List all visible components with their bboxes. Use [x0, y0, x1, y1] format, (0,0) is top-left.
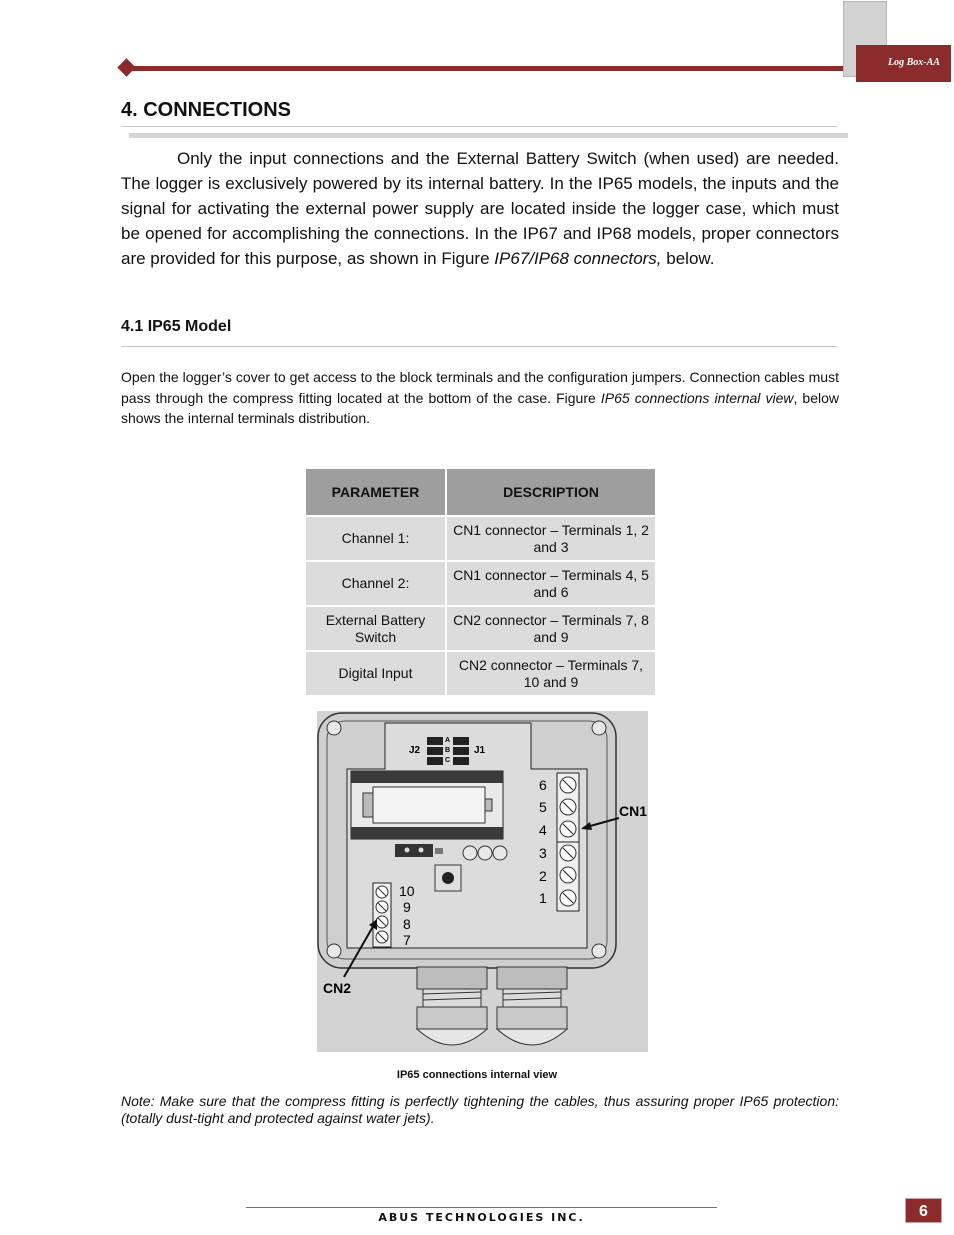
svg-text:10: 10	[399, 883, 415, 899]
screw-icon	[592, 944, 606, 958]
header-rule	[125, 66, 847, 71]
svg-text:4: 4	[539, 822, 547, 838]
section-shadow-rule	[129, 133, 848, 138]
cable-gland-left	[417, 967, 487, 1045]
intro-paragraph: Only the input connections and the External Battery Switch (when used) are needed. The logger is exclusively powered by its internal battery. In the IP65 models, the inputs and the signal for activating the external power supply are located inside the logger case, which must be opened for accomplishing the connections. In the IP67 and IP68 models, proper connectors are provided for this purpose, as shown in Figure IP67/IP68 connectors, below.	[121, 149, 839, 268]
table-cell: Channel 2:	[305, 561, 446, 606]
figure-reference: IP65 connections internal view	[600, 389, 794, 406]
svg-text:C: C	[445, 757, 451, 764]
table-header: PARAMETER	[305, 468, 446, 516]
figure-caption: IP65 connections internal view	[396, 1069, 558, 1081]
svg-text:CN1: CN1	[619, 803, 648, 819]
note-paragraph: Note: Make sure that the compress fitting is perfectly tightening the cables, thus assuring proper IP65 protection: (totally dust-tight and protected against water jets).	[121, 1093, 839, 1126]
svg-text:A: A	[445, 737, 451, 744]
table-row	[305, 516, 656, 561]
cable-gland-right	[497, 967, 567, 1045]
svg-text:6: 6	[539, 777, 547, 793]
svg-text:J2: J2	[409, 745, 421, 756]
screw-icon	[592, 721, 606, 735]
table-cell: Digital Input	[305, 651, 446, 696]
header-label-box	[856, 45, 951, 82]
ip65-internal-view-figure	[317, 711, 648, 1052]
screw-icon	[327, 944, 341, 958]
table-row	[305, 561, 656, 606]
table-cell: Channel 1:	[305, 516, 446, 561]
svg-text:2: 2	[539, 868, 547, 884]
table-cell: CN2 connector – Terminals 7, 10 and 9	[446, 651, 656, 696]
svg-text:J1: J1	[474, 745, 486, 756]
svg-text:7: 7	[403, 932, 411, 948]
svg-text:3: 3	[539, 845, 547, 861]
table-header: DESCRIPTION	[446, 468, 656, 516]
subsection-title: 4.1 IP65 Model	[121, 318, 232, 335]
table-cell: CN1 connector – Terminals 4, 5 and 6	[446, 561, 656, 606]
table-header-row	[305, 468, 656, 516]
svg-text:5: 5	[539, 799, 547, 815]
section-rule	[121, 126, 837, 127]
figure-reference: IP67/IP68 connectors,	[494, 249, 662, 268]
table-cell: CN2 connector – Terminals 7, 8 and 9	[446, 606, 656, 651]
page-number: 6	[905, 1198, 942, 1223]
svg-text:B: B	[445, 747, 451, 754]
header-label: Log Box-AA	[888, 57, 940, 68]
footer-rule	[246, 1207, 717, 1208]
footer-company: ABUS TECHNOLOGIES INC.	[378, 1211, 585, 1224]
table-cell: CN1 connector – Terminals 1, 2 and 3	[446, 516, 656, 561]
table-row	[305, 606, 656, 651]
parameters-table	[304, 467, 657, 697]
subsection-rule	[121, 346, 837, 347]
svg-text:9: 9	[403, 899, 411, 915]
screw-icon	[327, 721, 341, 735]
svg-text:CN2: CN2	[323, 980, 352, 996]
table-row	[305, 651, 656, 696]
table-cell: External Battery Switch	[305, 606, 446, 651]
svg-text:1: 1	[539, 890, 547, 906]
section-title: 4. CONNECTIONS	[121, 99, 292, 121]
svg-text:8: 8	[403, 916, 411, 932]
subsection-paragraph: Open the logger’s cover to get access to the block terminals and the configuration jumpers. Connection cables must pass through the compress fitting located at the bottom of the case. Figure IP65 connections internal view, below shows the internal terminals distribution.	[121, 369, 840, 426]
